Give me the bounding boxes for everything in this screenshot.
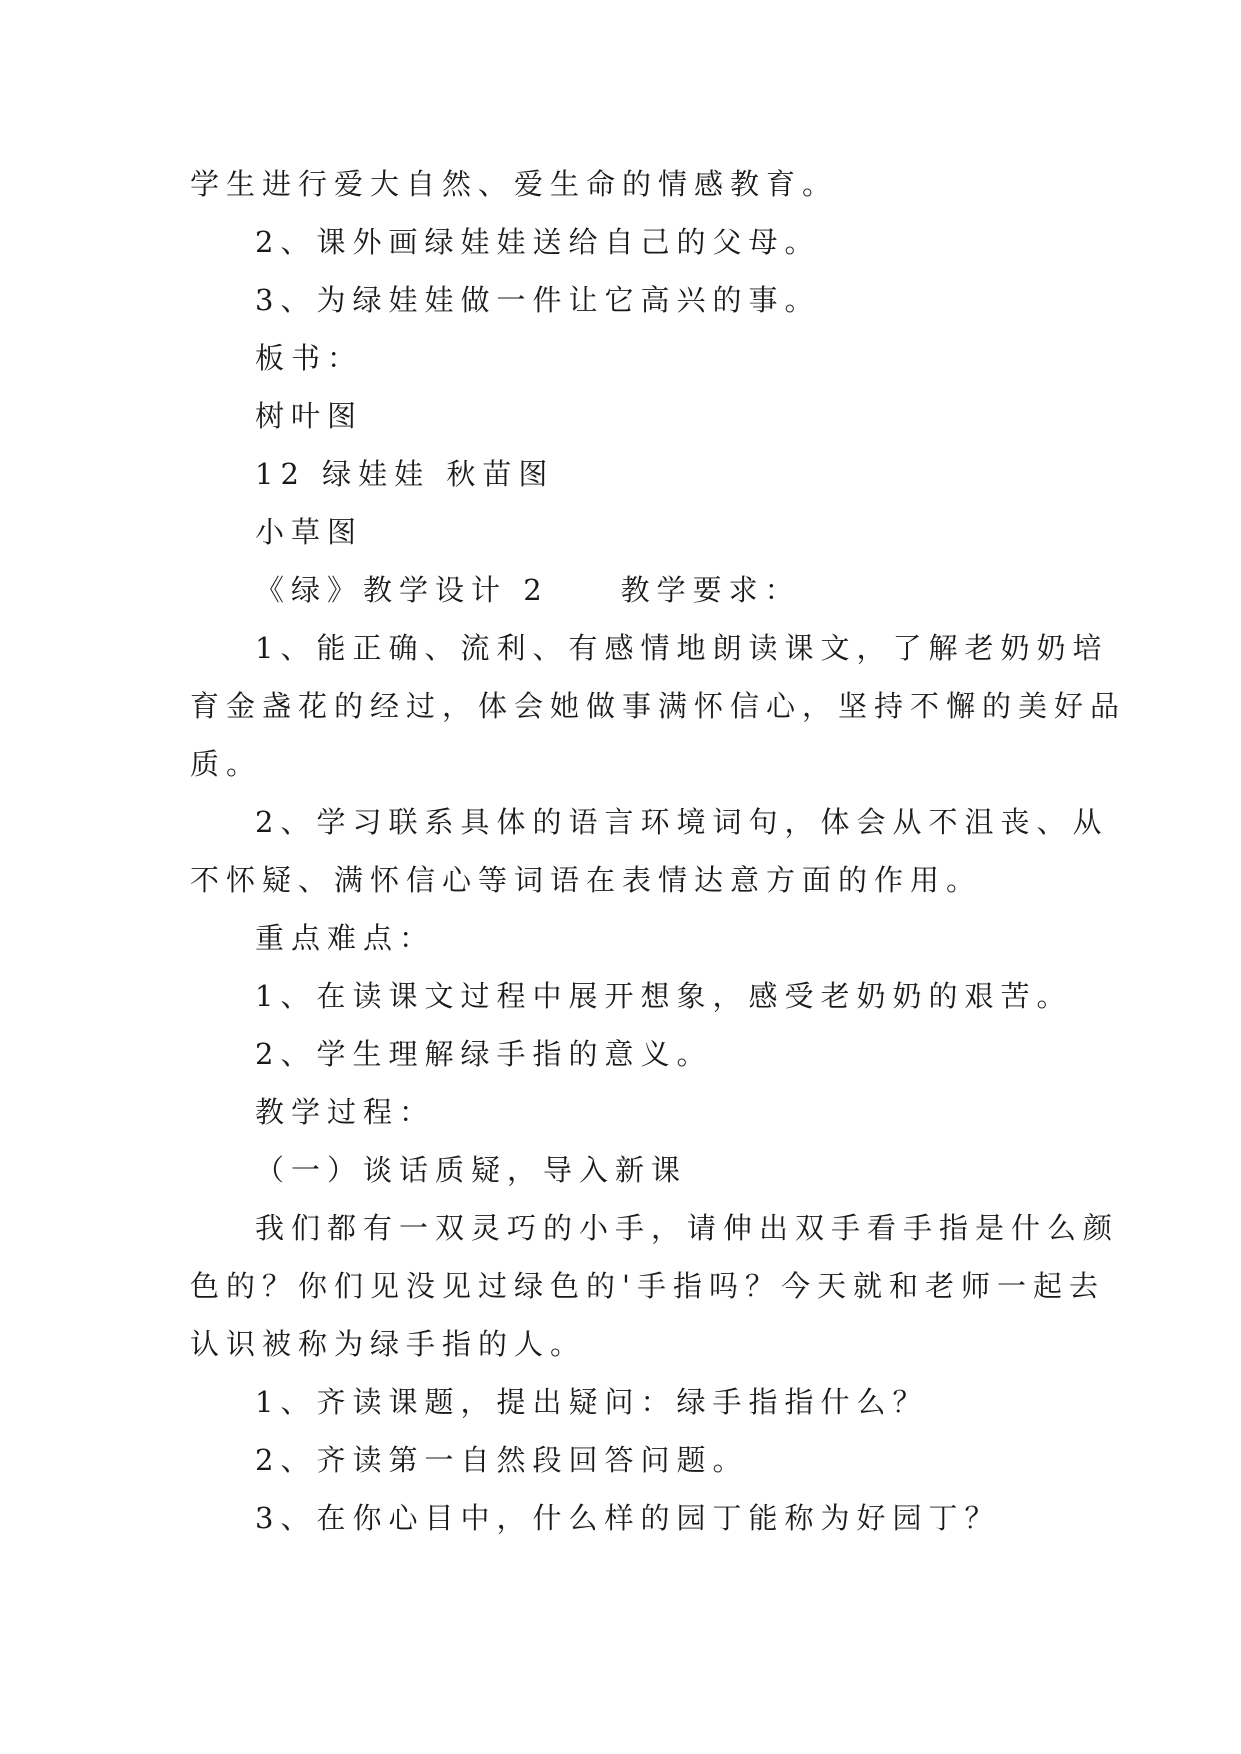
text-line: 树叶图 [255, 399, 364, 433]
text-line: 1、齐读课题，提出疑问：绿手指指什么？ [255, 1385, 929, 1419]
text-line: 小草图 [255, 515, 364, 549]
text-line: 1、在读课文过程中展开想象，感受老奶奶的艰苦。 [255, 979, 1073, 1013]
text-line: 教学过程： [255, 1095, 436, 1129]
text-line: 《绿》教学设计 2 教学要求： [255, 573, 801, 607]
text-line: 我们都有一双灵巧的小手，请伸出双手看手指是什么颜 [255, 1211, 1120, 1245]
text-line: （一）谈话质疑，导入新课 [255, 1153, 688, 1187]
text-line: 板书： [255, 341, 364, 375]
text-line: 不怀疑、满怀信心等词语在表情达意方面的作用。 [190, 863, 983, 897]
text-line: 2、齐读第一自然段回答问题。 [255, 1443, 749, 1477]
text-line: 2、学生理解绿手指的意义。 [255, 1037, 713, 1071]
text-line: 3、为绿娃娃做一件让它高兴的事。 [255, 283, 821, 317]
text-line: 重点难点： [255, 921, 436, 955]
text-line: 学生进行爱大自然、爱生命的情感教育。 [190, 167, 839, 201]
text-line: 育金盏花的经过，体会她做事满怀信心，坚持不懈的美好品 [190, 689, 1127, 723]
text-line: 2、学习联系具体的语言环境词句，体会从不沮丧、从 [255, 805, 1109, 839]
text-line: 12 绿娃娃 秋苗图 [255, 457, 555, 491]
text-line: 色的？你们见没见过绿色的'手指吗？今天就和老师一起去 [190, 1269, 1105, 1303]
text-line: 2、课外画绿娃娃送给自己的父母。 [255, 225, 821, 259]
text-line: 质。 [190, 747, 263, 781]
text-line: 1、能正确、流利、有感情地朗读课文，了解老奶奶培 [255, 631, 1109, 665]
text-line: 3、在你心目中，什么样的园丁能称为好园丁？ [255, 1501, 1001, 1535]
text-line: 认识被称为绿手指的人。 [190, 1327, 587, 1361]
